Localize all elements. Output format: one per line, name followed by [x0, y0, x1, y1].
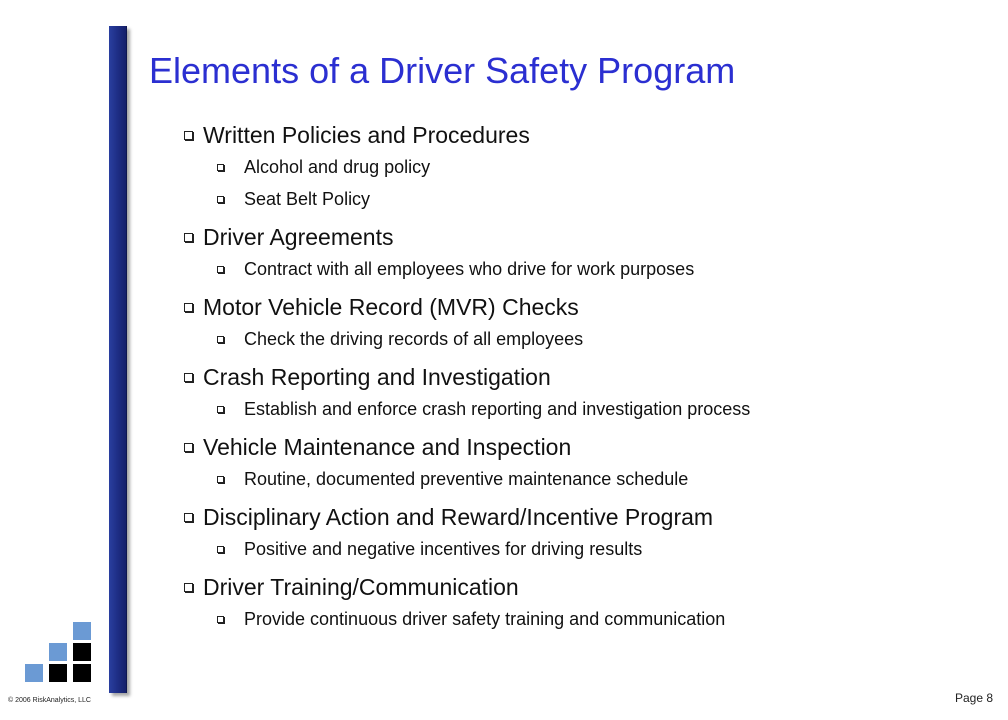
hollow-square-bullet-icon [217, 476, 224, 483]
bullet-heading: Motor Vehicle Record (MVR) Checks [203, 294, 579, 320]
sub-bullet-text: Routine, documented preventive maintenance schedule [244, 469, 689, 489]
sub-bullet-item [217, 189, 370, 210]
logo-square [73, 643, 91, 661]
logo-square [49, 643, 67, 661]
bullet-heading: Driver Training/Communication [203, 574, 519, 600]
hollow-square-bullet-icon [184, 131, 193, 140]
hollow-square-bullet-icon [184, 443, 193, 452]
hollow-square-bullet-icon [184, 583, 193, 592]
sub-bullet-text: Check the driving records of all employees [244, 329, 584, 349]
sub-bullet-text: Provide continuous driver safety training and communication [244, 609, 726, 629]
hollow-square-bullet-icon [217, 196, 224, 203]
logo-square [49, 664, 67, 682]
hollow-square-bullet-icon [217, 266, 224, 273]
bullet-item [184, 504, 713, 531]
logo-square [25, 664, 43, 682]
hollow-square-bullet-icon [217, 336, 224, 343]
hollow-square-bullet-icon [184, 373, 193, 382]
sub-bullet-item [217, 469, 688, 490]
hollow-square-bullet-icon [217, 164, 224, 171]
bullet-item [184, 294, 579, 321]
slide-title: Elements of a Driver Safety Program [149, 50, 736, 91]
sub-bullet-text: Seat Belt Policy [244, 189, 371, 209]
sub-bullet-text: Positive and negative incentives for driving results [244, 539, 643, 559]
bullet-heading: Vehicle Maintenance and Inspection [203, 434, 572, 460]
hollow-square-bullet-icon [217, 406, 224, 413]
bullet-heading: Driver Agreements [203, 224, 394, 250]
bullet-item [184, 224, 393, 251]
logo-square [73, 622, 91, 640]
hollow-square-bullet-icon [217, 546, 224, 553]
sub-bullet-item [217, 329, 583, 350]
page-number: Page 8 [955, 691, 994, 705]
hollow-square-bullet-icon [184, 513, 193, 522]
bullet-heading: Crash Reporting and Investigation [203, 364, 551, 390]
bullet-heading: Disciplinary Action and Reward/Incentive Program [203, 504, 714, 530]
sub-bullet-item [217, 157, 430, 178]
sub-bullet-text: Alcohol and drug policy [244, 157, 431, 177]
bullet-item [184, 122, 530, 149]
logo-square [73, 664, 91, 682]
sub-bullet-item [217, 539, 642, 560]
bullet-item [184, 364, 551, 391]
sub-bullet-text: Contract with all employees who drive for work purposes [244, 259, 695, 279]
sub-bullet-item [217, 609, 725, 630]
bullet-heading: Written Policies and Procedures [203, 122, 530, 148]
hollow-square-bullet-icon [184, 233, 193, 242]
copyright-notice: © 2006 RiskAnalytics, LLC [8, 697, 91, 704]
hollow-square-bullet-icon [184, 303, 193, 312]
sub-bullet-item [217, 399, 750, 420]
bullet-item [184, 574, 519, 601]
sub-bullet-text: Establish and enforce crash reporting and investigation process [244, 399, 751, 419]
sub-bullet-item [217, 259, 694, 280]
bullet-item [184, 434, 571, 461]
hollow-square-bullet-icon [217, 616, 224, 623]
